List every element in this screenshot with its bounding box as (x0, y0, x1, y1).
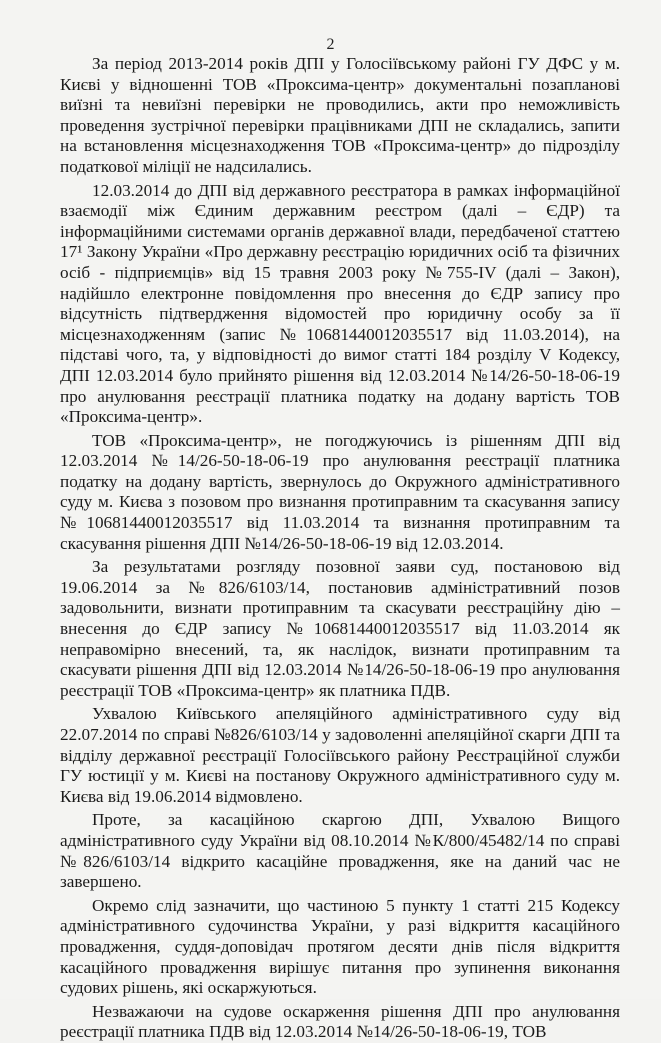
paragraph-lawsuit: ТОВ «Проксима-центр», не погоджуючись із рішенням ДПІ від 12.03.2014 №14/26-50-18-06-19 про анулювання реєстрації платника податку на додану вартість, звернулось до Окружного адміністративного суду м. Києва з позовом про визнання протиправним та скасування запису №10681440012035517 від 11.03.2014 та визнання протиправним та скасування рішення ДПІ №14/26-50-18-06-19 від 12.03.2014. (60, 430, 620, 553)
document-body (60, 54, 620, 1043)
paragraph-registration-annulment: 12.03.2014 до ДПІ від державного реєстратора в рамках інформаційної взаємодії між Єдиним державним реєстром (далі – ЄДР) та інформаційними системами органів державної влади, передбаченої статтею 17¹ Закону України «Про державну реєстрацію юридичних осіб та фізичних осіб - підприємців» від 15 травня 2003 року №755-IV (далі – Закон), надійшло електронне повідомлення про внесення до ЄДР запису про відсутність підтвердження відомостей про юридичну особу за її місцезнаходженням (запис №10681440012035517 від 11.03.2014), на підставі чого, та, у відповідності до вимог статті 184 розділу V Кодексу, ДПІ 12.03.2014 було прийнято рішення від 12.03.2014 №14/26-50-18-06-19 про анулювання реєстрації платника податку на додану вартість ТОВ «Проксима-центр». (60, 180, 620, 427)
page-number: 2 (326, 36, 335, 53)
paragraph-court-ruling: За результатами розгляду позовної заяви суд, постановою від 19.06.2014 за №826/6103/14, постановив адміністративний позов задовольнити, визнати протиправним та скасувати реєстраційну дію – внесення до ЄДР запису №10681440012035517 від 11.03.2014 як неправомірно внесений, та, як наслідок, визнати протиправним та скасувати рішення ДПІ від 12.03.2014 №14/26-50-18-06-19 про анулювання реєстрації ТОВ «Проксима-центр» як платника ПДВ. (60, 557, 620, 700)
paragraph-continuation: Незважаючи на судове оскарження рішення ДПІ про анулювання реєстрації платника ПДВ від 12.03.2014 №14/26-50-18-06-19, ТОВ (60, 1001, 620, 1042)
paragraph-appeal: Ухвалою Київського апеляційного адміністративного суду від 22.07.2014 по справі №826/6103/14 у задоволенні апеляційної скарги ДПІ та відділу державної реєстрації Голосіївського району Реєстраційної служби ГУ юстиції у м. Києві на постанову Окружного адміністративного суду м. Києва від 19.06.2014 відмовлено. (60, 704, 620, 806)
paragraph-inspections: За період 2013-2014 років ДПІ у Голосіївському районі ГУ ДФС у м. Києві у відношенні ТОВ «Проксима-центр» документальні позапланові виїзні та невиїзні перевірки не проводились, акти про неможливість проведення зустрічної перевірки працівниками ДПІ не складались, запити на встановлення місцезнаходження ТОВ «Проксима-центр» до підрозділу податкової міліції не надсилались. (60, 54, 620, 176)
paragraph-code-reference: Окремо слід зазначити, що частиною 5 пункту 1 статті 215 Кодексу адміністративного судочинства України, у разі відкриття касаційного провадження, суддя-доповідач протягом десяти днів після відкриття касаційного провадження вирішує питання про зупинення виконання судових рішень, які оскаржуються. (60, 895, 620, 998)
paragraph-cassation: Проте, за касаційною скаргою ДПІ, Ухвалою Вищого адміністративного суду України від 08.10.2014 №К/800/45482/14 по справі №826/6103/14 відкрито касаційне провадження, яке на даний час не завершено. (60, 810, 620, 892)
